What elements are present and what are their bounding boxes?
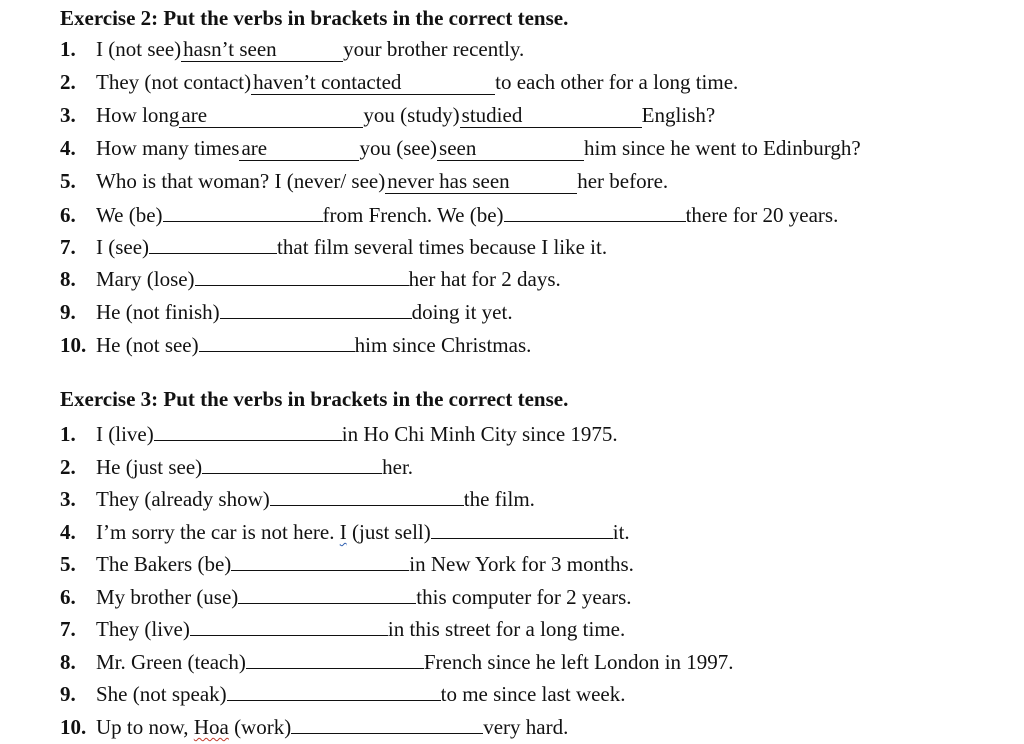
- answer-blank[interactable]: [231, 547, 409, 571]
- ex2-item-8: [60, 262, 561, 292]
- item-rest: that film several times because I like it.: [277, 235, 608, 259]
- item-number: 2.: [60, 70, 76, 94]
- answer-blank[interactable]: haven’t contacted: [251, 71, 495, 95]
- item-rest: very hard.: [483, 715, 569, 739]
- item-number: 1.: [60, 37, 76, 61]
- ex2-item-9: [60, 295, 513, 325]
- item-prompt: He (not see): [96, 333, 199, 357]
- item-prompt: She (not speak): [96, 682, 227, 706]
- spelling-flag: Hoa: [193, 715, 229, 739]
- item-prompt-b: (just sell): [346, 520, 431, 544]
- item-prompt: How long: [96, 103, 180, 127]
- answer-blank-2[interactable]: studied: [460, 104, 642, 128]
- ex3-item-3: [60, 482, 535, 512]
- item-rest: in New York for 3 months.: [409, 552, 634, 576]
- item-rest: her before.: [577, 169, 669, 193]
- item-rest: her hat for 2 days.: [408, 267, 561, 291]
- item-rest: the film.: [463, 487, 535, 511]
- item-prompt: Mr. Green (teach): [96, 650, 246, 674]
- item-number: 6.: [60, 585, 76, 609]
- item-rest: French since he left London in 1997.: [423, 650, 734, 674]
- answer-blank[interactable]: [149, 230, 277, 254]
- item-prompt: I (not see): [96, 37, 182, 61]
- item-number: 8.: [60, 650, 76, 674]
- item-number: 7.: [60, 617, 76, 641]
- ex3-item-8: [60, 645, 734, 675]
- ex3-item-1: [60, 417, 618, 447]
- item-number: 7.: [60, 235, 76, 259]
- answer-blank[interactable]: are: [179, 104, 363, 128]
- ex3-item-2: [60, 450, 413, 480]
- answer-blank[interactable]: [291, 710, 483, 734]
- item-prompt: I (see): [96, 235, 150, 259]
- item-mid: you (study): [363, 103, 460, 127]
- item-rest: her.: [382, 455, 414, 479]
- answer-blank[interactable]: [227, 677, 441, 701]
- answer-blank-2[interactable]: [504, 198, 686, 222]
- item-prompt: He (just see): [96, 455, 203, 479]
- item-prompt: I’m sorry the car is not here.: [96, 520, 340, 544]
- item-number: 6.: [60, 203, 76, 227]
- item-mid: from French. We (be): [322, 203, 504, 227]
- item-number: 5.: [60, 169, 76, 193]
- ex2-item-5: [60, 166, 668, 196]
- item-prompt: They (not contact): [96, 70, 252, 94]
- ex2-item-1: [60, 34, 524, 64]
- answer-blank[interactable]: [270, 482, 464, 506]
- ex2-item-7: [60, 230, 607, 260]
- item-number: 3.: [60, 103, 76, 127]
- ex2-item-6: [60, 198, 838, 228]
- answer-blank[interactable]: [190, 612, 388, 636]
- answer-blank[interactable]: hasn’t seen: [181, 38, 343, 62]
- item-number: 9.: [60, 300, 76, 324]
- item-prompt: The Bakers (be): [96, 552, 232, 576]
- ex3-item-6: [60, 580, 632, 610]
- answer-blank[interactable]: are: [239, 137, 359, 161]
- item-rest: doing it yet.: [411, 300, 513, 324]
- item-number: 9.: [60, 682, 76, 706]
- exercise-2-title: Exercise 2: Put the verbs in brackets in the correct tense.: [60, 6, 569, 30]
- ex3-item-7: [60, 612, 625, 642]
- ex3-item-9: [60, 677, 626, 707]
- item-rest: him since he went to Edinburgh?: [584, 136, 861, 160]
- item-rest: there for 20 years.: [685, 203, 839, 227]
- grammar-flag: I: [339, 520, 347, 544]
- item-rest: to each other for a long time.: [495, 70, 739, 94]
- exercise-3-title: Exercise 3: Put the verbs in brackets in the correct tense.: [60, 387, 569, 411]
- item-number: 1.: [60, 422, 76, 446]
- item-prompt: How many times: [96, 136, 240, 160]
- item-prompt: Who is that woman? I (never/ see): [96, 169, 386, 193]
- item-prompt: He (not finish): [96, 300, 220, 324]
- item-rest: your brother recently.: [343, 37, 525, 61]
- item-rest: him since Christmas.: [354, 333, 532, 357]
- ex2-item-10: [60, 328, 531, 358]
- answer-blank[interactable]: [431, 515, 613, 539]
- ex2-item-3: [60, 100, 715, 130]
- item-prompt: I (live): [96, 422, 154, 446]
- item-number: 5.: [60, 552, 76, 576]
- ex2-item-2: [60, 67, 738, 97]
- item-number: 4.: [60, 136, 76, 160]
- answer-blank-2[interactable]: seen: [437, 137, 584, 161]
- item-rest: to me since last week.: [440, 682, 626, 706]
- item-mid: you (see): [359, 136, 438, 160]
- item-number: 4.: [60, 520, 76, 544]
- item-rest: it.: [612, 520, 630, 544]
- ex3-item-10: [60, 710, 568, 740]
- ex3-item-4: [60, 515, 630, 545]
- item-prompt: Mary (lose): [96, 267, 195, 291]
- answer-blank[interactable]: never has seen: [385, 170, 577, 194]
- item-number: 3.: [60, 487, 76, 511]
- answer-blank[interactable]: [220, 295, 412, 319]
- answer-blank[interactable]: [238, 580, 416, 604]
- item-number: 8.: [60, 267, 76, 291]
- item-rest: in this street for a long time.: [387, 617, 626, 641]
- answer-blank[interactable]: [195, 262, 409, 286]
- item-prompt: Up to now,: [96, 715, 194, 739]
- answer-blank[interactable]: [202, 450, 382, 474]
- item-number: 2.: [60, 455, 76, 479]
- ex2-item-4: [60, 133, 861, 163]
- item-rest: this computer for 2 years.: [416, 585, 632, 609]
- answer-blank[interactable]: [163, 198, 323, 222]
- item-rest: English?: [641, 103, 716, 127]
- answer-blank[interactable]: [246, 645, 424, 669]
- item-prompt: They (already show): [96, 487, 270, 511]
- item-prompt: We (be): [96, 203, 163, 227]
- ex3-item-5: [60, 547, 634, 577]
- item-prompt: They (live): [96, 617, 190, 641]
- item-number: 10.: [60, 715, 87, 739]
- answer-blank[interactable]: [154, 417, 342, 441]
- item-number: 10.: [60, 333, 87, 357]
- item-prompt: My brother (use): [96, 585, 239, 609]
- item-rest: in Ho Chi Minh City since 1975.: [341, 422, 618, 446]
- answer-blank[interactable]: [199, 328, 355, 352]
- item-prompt-b: (work): [228, 715, 292, 739]
